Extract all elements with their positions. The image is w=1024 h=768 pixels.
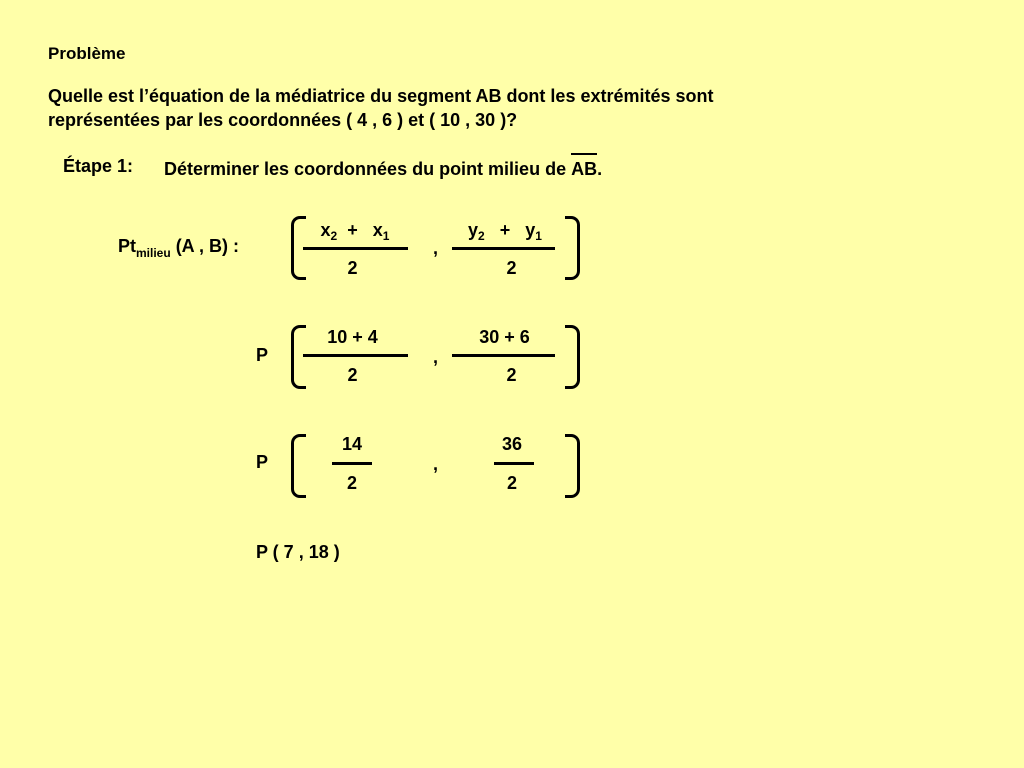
midpoint-result: P ( 7 , 18 ) bbox=[256, 542, 340, 562]
numerator-x: 10 + 4 bbox=[327, 327, 378, 347]
label-pt: Pt bbox=[118, 236, 136, 256]
denominator-y: 2 bbox=[506, 473, 517, 493]
question-line-2: représentées par les coordonnées ( 4 , 6 ) et ( 10 , 30 )? bbox=[48, 110, 518, 130]
numerator-x: 14 bbox=[341, 434, 363, 454]
fraction-bar-x bbox=[303, 354, 408, 357]
coordinate-separator: , bbox=[433, 238, 439, 258]
denominator-x: 2 bbox=[347, 258, 358, 278]
fraction-bar-y bbox=[452, 247, 555, 250]
right-bracket bbox=[565, 325, 580, 389]
denominator-y: 2 bbox=[506, 258, 517, 278]
coordinate-separator: , bbox=[433, 347, 439, 367]
step-instruction bbox=[164, 159, 602, 180]
fraction-bar-y bbox=[494, 462, 534, 465]
denominator-x: 2 bbox=[346, 473, 357, 493]
midpoint-formula bbox=[0, 214, 1024, 284]
midpoint-label bbox=[118, 236, 240, 260]
numerator-y: $y_2$ + $y_1$ bbox=[468, 220, 542, 243]
numerator-y: 36 bbox=[501, 434, 523, 454]
right-bracket bbox=[565, 434, 580, 498]
left-bracket bbox=[291, 434, 306, 498]
numerator-x: $x_2$ + $x_1$ bbox=[320, 220, 390, 243]
label-rest: (A , B) : bbox=[170, 236, 240, 256]
step-label: Étape 1: bbox=[63, 156, 134, 176]
substitution-step bbox=[0, 323, 1024, 393]
step-end: . bbox=[597, 159, 603, 179]
point-label: P bbox=[256, 345, 269, 365]
step-text: Déterminer les coordonnées du point milieu de bbox=[164, 159, 572, 179]
numerator-y: 30 + 6 bbox=[479, 327, 530, 347]
denominator-x: 2 bbox=[347, 365, 358, 385]
fraction-bar-x bbox=[332, 462, 372, 465]
segment-ab: AB bbox=[571, 159, 598, 179]
point-label: P bbox=[256, 452, 269, 472]
coordinate-separator: , bbox=[433, 454, 439, 474]
right-bracket bbox=[565, 216, 580, 280]
fraction-bar-x bbox=[303, 247, 408, 250]
fraction-bar-y bbox=[452, 354, 555, 357]
label-subscript: milieu bbox=[136, 246, 171, 260]
page-title: Problème bbox=[48, 44, 126, 63]
denominator-y: 2 bbox=[506, 365, 517, 385]
problem-question bbox=[48, 84, 714, 132]
question-line-1: Quelle est l’équation de la médiatrice du segment AB dont les extrémités sont bbox=[48, 86, 714, 106]
simplified-step bbox=[0, 432, 1024, 502]
